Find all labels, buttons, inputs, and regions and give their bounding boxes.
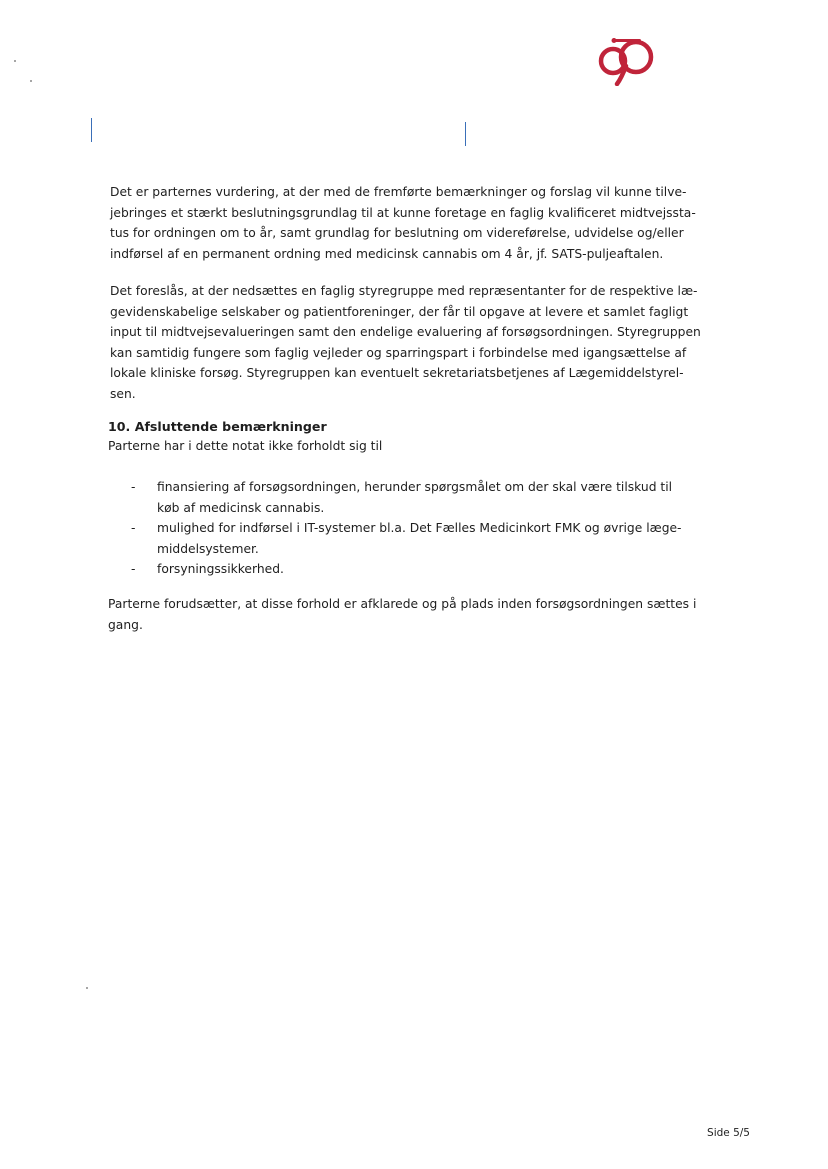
scan-speck — [14, 60, 16, 62]
scan-speck — [86, 987, 88, 989]
margin-marker-right — [465, 122, 466, 146]
bullet-dash: - — [131, 562, 136, 576]
bullet-dash: - — [131, 521, 136, 535]
scan-speck — [30, 80, 32, 82]
list-item-text: finansiering af forsøgsordningen, herunder spørgsmålet om der skal være tilskud til køb af medicinsk cannabis. — [157, 480, 673, 515]
page-number: Side 5/5 — [707, 1127, 750, 1139]
margin-marker-left — [91, 118, 92, 142]
paragraph-steering-group: Det foreslås, at der nedsættes en faglig styregruppe med repræsentanter for de respektive læ- gevidenskabelige selskaber og patientforeninger, der får til opgave at levere et samlet fagligt input til midtvejsevalueringen samt den endelige evaluering af forsøgsordningen. Styregruppen kan samtidig fungere som faglig vejleder og sparringspart i forbindelse med igangsættelse af lokale kliniske forsøg. Styregruppen kan eventuelt sekretariatsbetjenes af Lægemiddelstyrel- sen. — [110, 284, 701, 401]
list-item — [131, 477, 731, 518]
section-intro: Parterne har i dette notat ikke forholdt sig til — [108, 439, 383, 453]
section-heading: 10. Afsluttende bemærkninger — [108, 419, 327, 434]
list-item — [131, 559, 731, 580]
paragraph-closing: Parterne forudsætter, at disse forhold er afklarede og på plads inden forsøgsordningen sættes i gang. — [108, 597, 697, 632]
list-item-text: mulighed for indførsel i IT-systemer bl.a. Det Fælles Medicinkort FMK og øvrige læge- middelsystemer. — [157, 521, 682, 556]
list-item-text: forsyningssikkerhed. — [157, 562, 284, 576]
list-item — [131, 518, 731, 559]
paragraph-assessment: Det er parternes vurdering, at der med de fremførte bemærkninger og forslag vil kunne tilve- jebringes et stærkt beslutningsgrundlag til at kunne foretage en faglig kvalificeret midtvejssta- tus for ordningen om to år, samt grundlag for beslutning om videreførelse, udvidelse og/eller indførsel af en permanent ordning med medicinsk cannabis om 4 år, jf. SATS-puljeaftalen. — [110, 185, 696, 261]
bullet-list — [131, 477, 731, 580]
snake-staff-logo-icon — [596, 36, 658, 86]
bullet-dash: - — [131, 480, 136, 494]
